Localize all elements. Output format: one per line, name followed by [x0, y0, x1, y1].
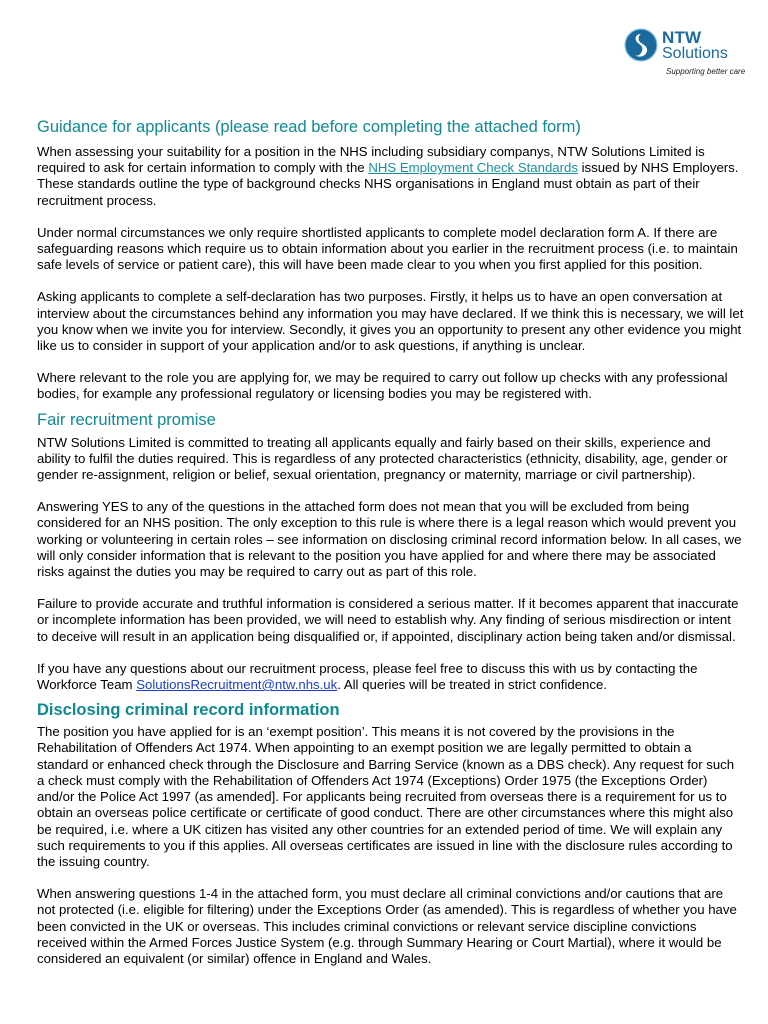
logo-tagline: Supporting better care — [666, 67, 746, 76]
guidance-paragraph-1 — [37, 144, 745, 209]
fair-paragraph-3: Failure to provide accurate and truthful information is considered a serious matter. If it becomes apparent that inaccurate or incomplete information has been provided, we will need to establish why. Any finding of serious misdirection or intent to deceive will result in an application being disqualified or, if appointed, disciplinary action being taken and/or dismissal. — [37, 596, 739, 644]
logo-name-line2: Solutions — [662, 45, 728, 62]
fair-recruitment-heading: Fair recruitment promise — [37, 410, 216, 429]
logo-name-line1: NTW — [662, 28, 702, 47]
ntw-logo-mark-icon — [624, 28, 658, 62]
guidance-paragraph-3: Asking applicants to complete a self-declaration has two purposes. Firstly, it helps us to have an open conversation at interview about the circumstances behind any information you may have declared. If we think this is necessary, we will let you know when we invite you for interview. Secondly, it gives you an opportunity to present any other evidence you might like us to consider in support of your application and/or to ask questions, if anything is unclear. — [37, 289, 744, 354]
guidance-p1-text-b: issued by NHS Employers. These standards outline the type of background checks NHS organisations in England must obtain as part of their recruitment process. — [37, 160, 739, 208]
guidance-p1-text-a: When assessing your suitability for a position in the NHS including subsidiary companys, NTW Solutions Limited is required to ask for certain information to comply with the — [37, 144, 705, 176]
criminal-record-heading: Disclosing criminal record information — [37, 701, 340, 720]
fair-paragraph-2: Answering YES to any of the questions in the attached form does not mean that you will be excluded from being considered for an NHS position. The only exception to this rule is where there is a legal reason which would prevent you working or volunteering in certain roles – see information on disclosing criminal record information below. In all cases, we will only consider information that is relevant to the position you have applied for and where there may be associated risks against the duties you may be required to carry out as part of this role. — [37, 499, 742, 580]
fair-paragraph-4 — [37, 661, 745, 693]
nhs-employment-check-standards-link[interactable]: NHS Employment Check Standards — [368, 160, 578, 176]
guidance-heading: Guidance for applicants (please read before completing the attached form) — [37, 118, 581, 136]
fair-paragraph-1: NTW Solutions Limited is committed to treating all applicants equally and fairly based on their skills, experience and ability to fulfil the duties required. This is regardless of any protected characteristics (ethnicity, disability, age, gender or gender re-assignment, religion or belief, sexual orientation, pregnancy or maternity, marriage or civil partnership). — [37, 434, 728, 483]
ntw-solutions-logo — [622, 26, 752, 82]
fair-p4-text-b: . All queries will be treated in strict confidence. — [337, 677, 607, 693]
guidance-paragraph-4: Where relevant to the role you are applying for, we may be required to carry out follow up checks with any professional bodies, for example any professional regulatory or licensing bodies you may be registered with. — [37, 370, 728, 402]
recruitment-email-link[interactable]: SolutionsRecruitment@ntw.nhs.uk — [136, 677, 338, 693]
guidance-paragraph-2: Under normal circumstances we only require shortlisted applicants to complete model declaration form A. If there are safeguarding reasons which require us to obtain information about you earlier in the recruitment process (i.e. to maintain safe levels of service or patient care), this will have been made clear to you when you first applied for this position. — [37, 224, 738, 273]
criminal-paragraph-1: The position you have applied for is an ‘exempt position’. This means it is not covered by the provisions in the Rehabilitation of Offenders Act 1974. When appointing to an exempt position we are legally permitted to obtain a standard or enhanced check through the Disclosure and Barring Service (known as a DBS check). Any request for such a check must comply with the Rehabilitation of Offenders Act 1974 (Exceptions) Order 1975 (the Exceptions Order) and/or the Police Act 1997 (as amended]. For applicants being recruited from overseas there is a requirement for us to obtain an overseas police certificate or certificate of good conduct. There are other circumstances where this might also be required, i.e. where a UK citizen has visited any other countries for an extended period of time. We will explain any such requirements to you if this applies. All overseas certificates are issued in line with the disclosure rules according to the issuing country. — [37, 724, 735, 869]
document-body — [37, 117, 745, 983]
criminal-paragraph-2: When answering questions 1-4 in the attached form, you must declare all criminal convictions and/or cautions that are not protected (i.e. eligible for filtering) under the Exceptions Order (as amended). This is regardless of whether you have been convicted in the UK or overseas. This includes criminal convictions or relevant service discipline convictions received within the Armed Forces Justice System (e.g. through Summary Hearing or Court Martial), where it would be considered an equivalent (or similar) offence in England and Wales. — [37, 886, 737, 966]
fair-p4-text-a: If you have any questions about our recruitment process, please feel free to discuss this with us by contacting the Workforce Team — [37, 660, 698, 693]
